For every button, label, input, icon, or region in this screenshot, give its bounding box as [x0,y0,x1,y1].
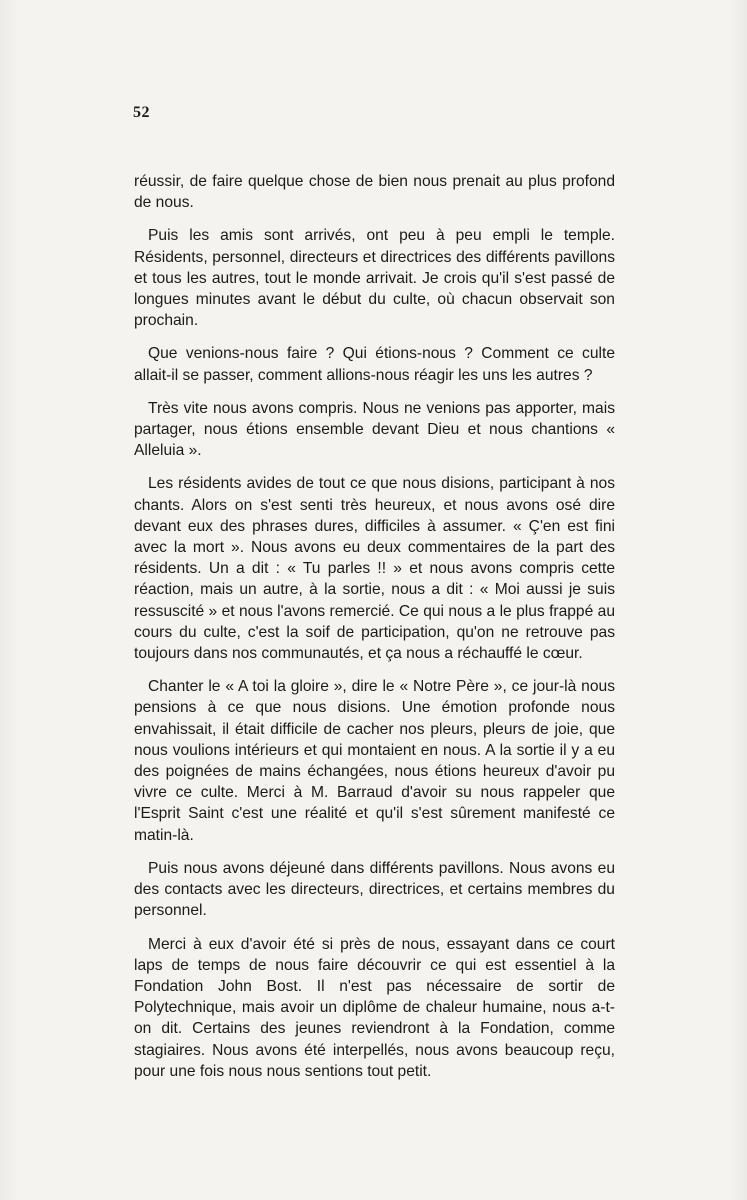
paragraph: Les résidents avides de tout ce que nous disions, participant à nos chants. Alors on s'est senti très heureux, et nous avons osé dire devant eux des phrases dures, difficiles à assumer. « Ç'en est fini avec la mort ». Nous avons eu deux commentaires de la part des résidents. Un a dit : « Tu parles !! » et nous avons compris cette réaction, mais un autre, à la sortie, nous a dit : « Moi aussi je suis ressuscité » et nous l'avons remercié. Ce qui nous a le plus frappé au cours du culte, c'est la soif de participation, qu'on ne retrouve pas toujours dans nos communautés, et ça nous a réchauffé le cœur. [134,475,615,663]
body-text [134,171,615,1082]
paragraph: Puis les amis sont arrivés, ont peu à peu empli le temple. Résidents, personnel, directeurs et directrices des différents pavillons et tous les autres, tout le monde arrivait. Je crois qu'il s'est passé de longues minutes avant le début du culte, où chacun observait son prochain. [134,227,615,330]
paragraph: réussir, de faire quelque chose de bien nous prenait au plus profond de nous. [134,173,615,212]
paragraph: Merci à eux d'avoir été si près de nous, essayant dans ce court laps de temps de nous faire découvrir ce qui est essentiel à la Fondation John Bost. Il n'est pas nécessaire de sortir de Polytechnique, mais avoir un diplôme de chaleur humaine, nous a-t-on dit. Certains des jeunes reviendront à la Fondation, comme stagiaires. Nous avons été interpellés, nous avons beaucoup reçu, pour une fois nous nous sentions tout petit. [134,935,615,1080]
paragraph: Très vite nous avons compris. Nous ne venions pas apporter, mais partager, nous étions ensemble devant Dieu et nous chantions « Alleluia ». [134,399,615,460]
paragraph: Chanter le « A toi la gloire », dire le « Notre Père », ce jour-là nous pensions à ce que nous disions. Une émotion profonde nous envahissait, il était difficile de cacher nos pleurs, pleurs de joie, que nous voulions intérieurs et qui montaient en nous. A la sortie il y a eu des poignées de mains échangées, nous étions heureux d'avoir pu vivre ce culte. Merci à M. Barraud d'avoir su nous rappeler que l'Esprit Saint c'est une réalité et qu'il s'est sûrement manifesté ce matin-là. [134,678,615,844]
paragraph: Que venions-nous faire ? Qui étions-nous ? Comment ce culte allait-il se passer, comment allions-nous réagir les uns les autres ? [134,345,615,384]
paragraph: Puis nous avons déjeuné dans différents pavillons. Nous avons eu des contacts avec les directeurs, directrices, et certains membres du personnel. [134,859,615,920]
page-number: 52 [133,104,150,121]
